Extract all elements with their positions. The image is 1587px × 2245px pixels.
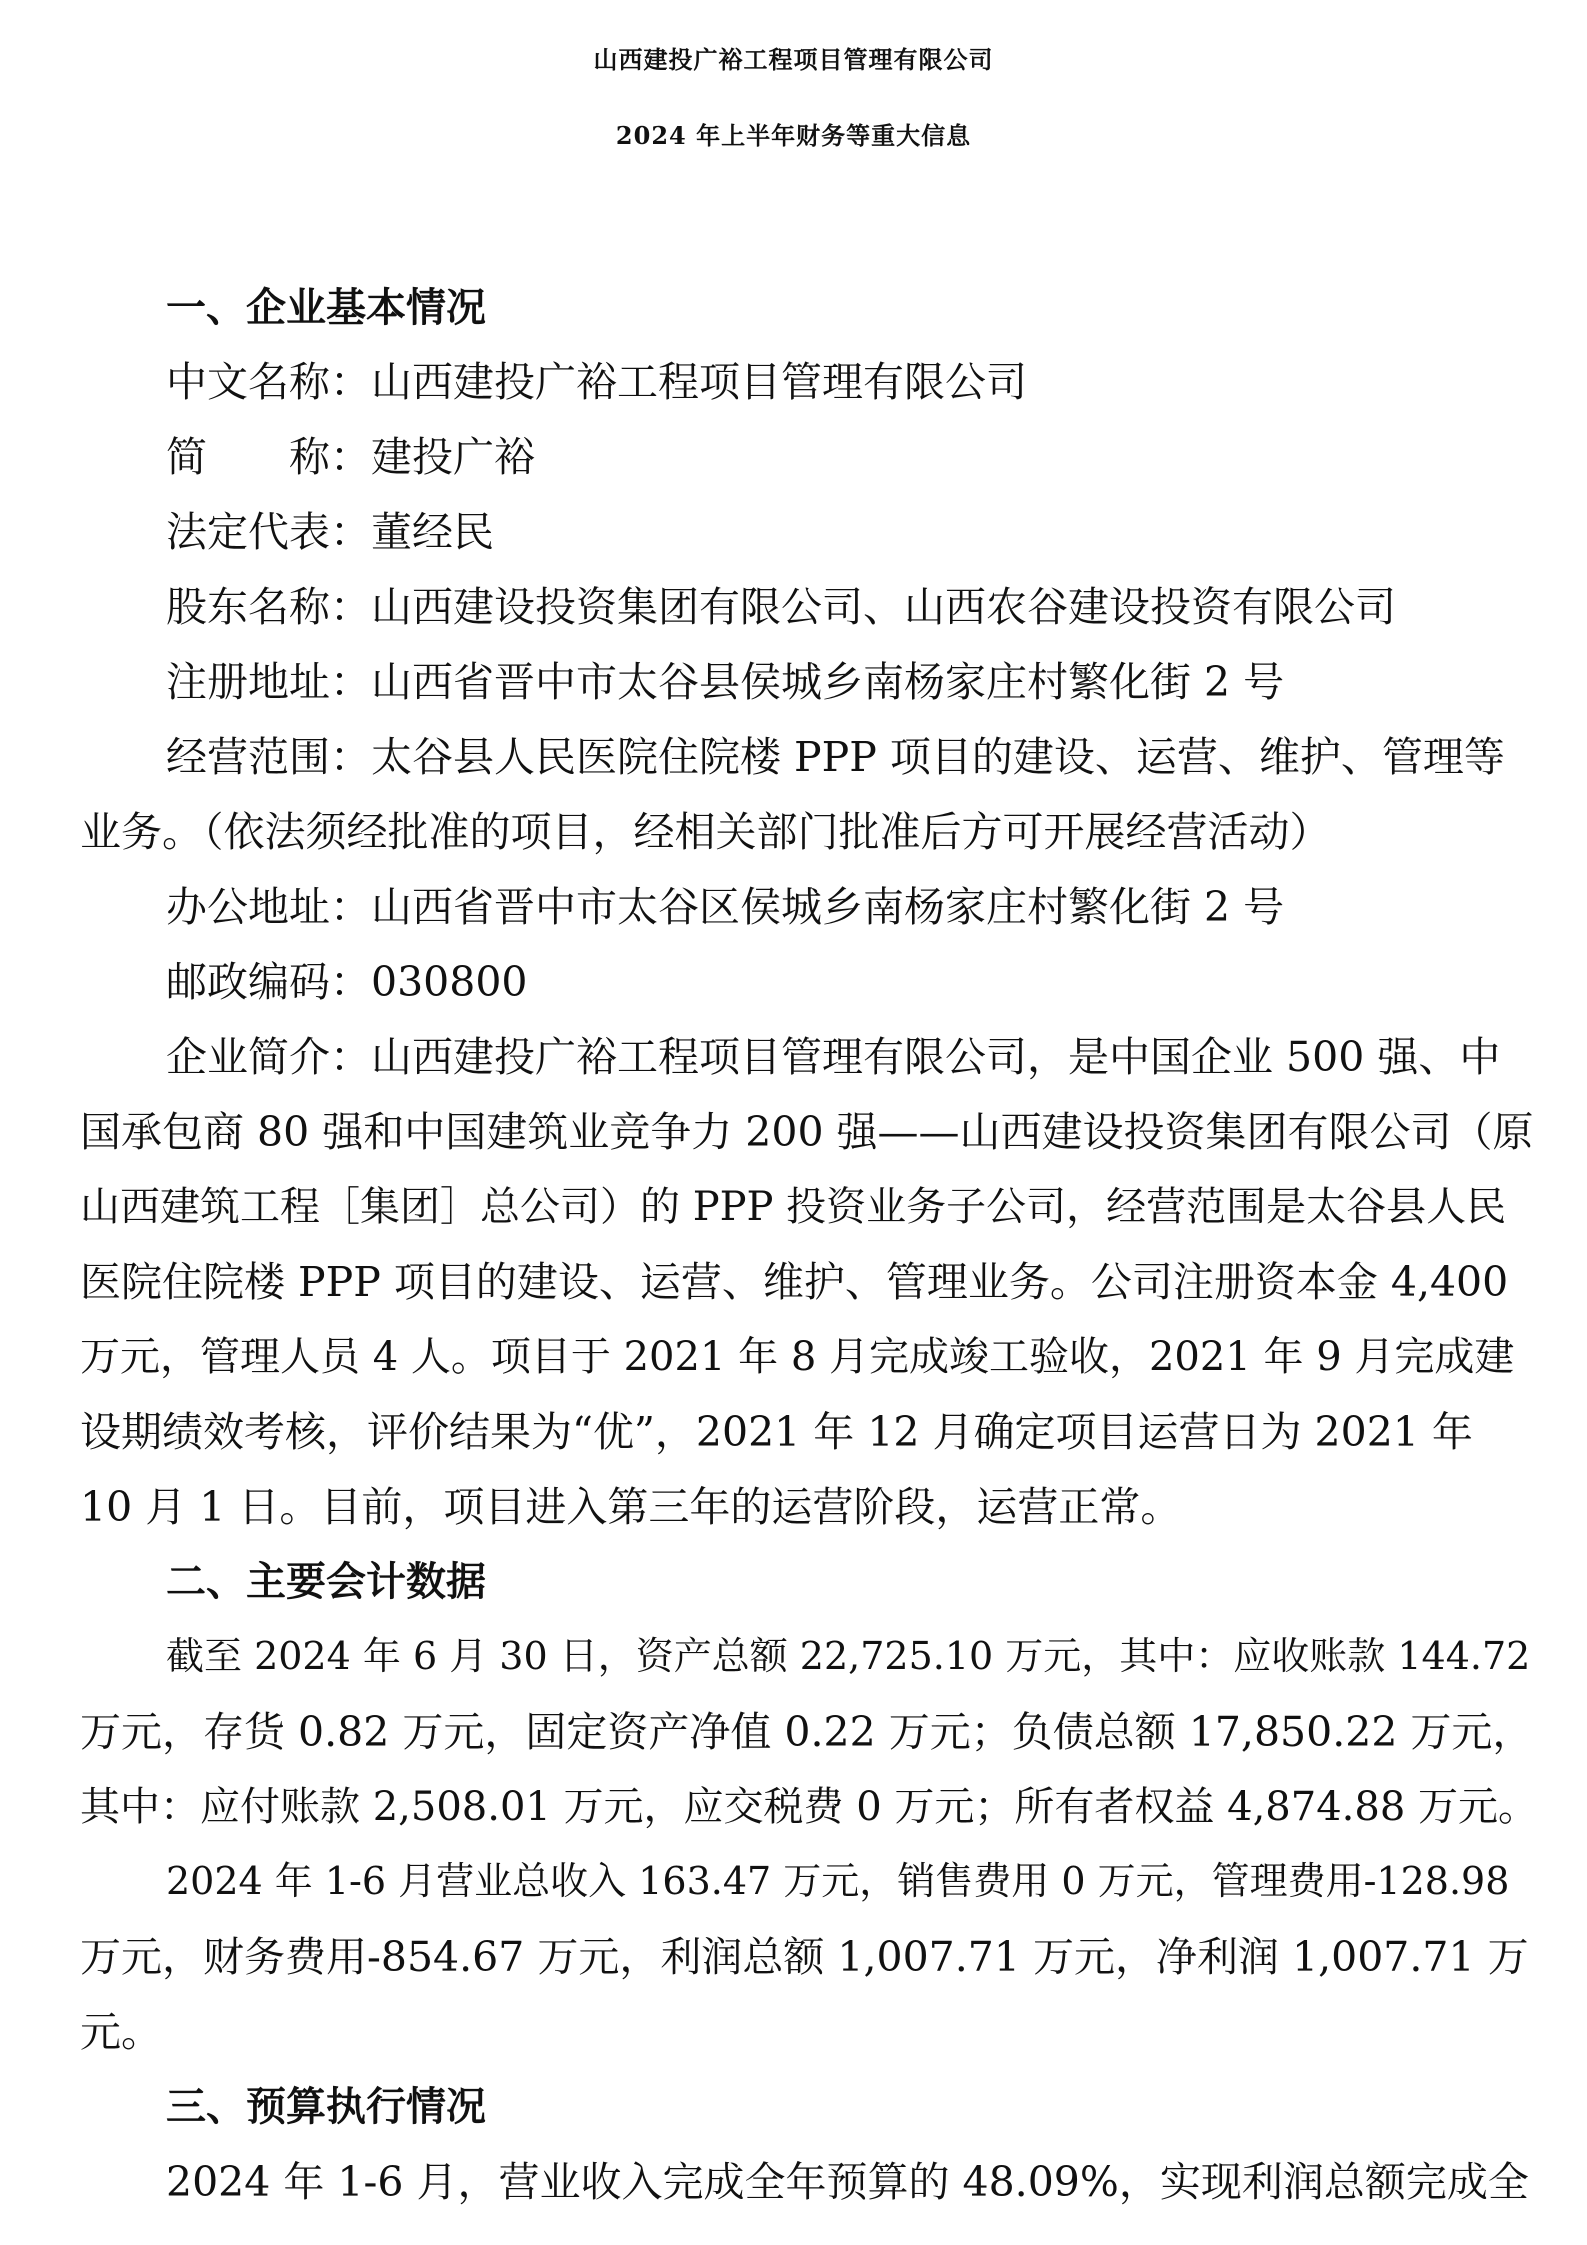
info-line: 股东名称：山西建设投资集团有限公司、山西农谷建设投资有限公司 [166, 583, 1396, 631]
info-line: 经营范围：太谷县人民医院住院楼 PPP 项目的建设、运营、维护、管理等 [166, 733, 1505, 781]
intro-line: 国承包商 80 强和中国建筑业竞争力 200 强——山西建设投资集团有限公司（原 [80, 1108, 1534, 1156]
document-title-line2: 2024 年上半年财务等重大信息 [615, 121, 972, 150]
budget-line: 2024 年 1-6 月，营业收入完成全年预算的 48.09%，实现利润总额完成全 [166, 2158, 1529, 2206]
section2-heading: 二、主要会计数据 [166, 1559, 486, 1605]
intro-line: 设期绩效考核，评价结果为“优”，2021 年 12 月确定项目运营日为 2021 年 [80, 1408, 1473, 1456]
accounting-line: 其中：应付账款 2,508.01 万元，应交税费 0 万元；所有者权益 4,874.88 万元。 [80, 1784, 1538, 1830]
accounting-line: 元。 [80, 2008, 162, 2056]
section1-heading: 一、企业基本情况 [166, 285, 486, 331]
intro-line: 山西建筑工程［集团］总公司）的 PPP 投资业务子公司，经营范围是太谷县人民 [80, 1184, 1507, 1230]
accounting-line: 万元，财务费用-854.67 万元，利润总额 1,007.71 万元，净利润 1,007.71 万 [80, 1933, 1529, 1981]
accounting-line: 2024 年 1-6 月营业总收入 163.47 万元，销售费用 0 万元，管理费用-128.98 [166, 1859, 1510, 1903]
info-line: 法定代表：董经民 [166, 508, 494, 556]
accounting-line: 截至 2024 年 6 月 30 日，资产总额 22,725.10 万元，其中：应收账款 144.72 [166, 1634, 1531, 1678]
section3-heading: 三、预算执行情况 [166, 2084, 486, 2130]
info-line: 办公地址：山西省晋中市太谷区侯城乡南杨家庄村繁化街 2 号 [166, 883, 1285, 931]
intro-line: 万元，管理人员 4 人。项目于 2021 年 8 月完成竣工验收，2021 年 9 月完成建 [80, 1334, 1515, 1380]
info-line: 邮政编码：030800 [166, 958, 528, 1006]
info-line: 简 称：建投广裕 [166, 433, 535, 481]
intro-line: 10 月 1 日。目前，项目进入第三年的运营阶段，运营正常。 [80, 1483, 1182, 1531]
intro-line: 医院住院楼 PPP 项目的建设、运营、维护、管理业务。公司注册资本金 4,400 [80, 1258, 1509, 1306]
info-line: 业务。（依法须经批准的项目，经相关部门批准后方可开展经营活动） [80, 808, 1331, 856]
info-line: 中文名称：山西建投广裕工程项目管理有限公司 [166, 358, 1027, 406]
intro-line: 企业简介：山西建投广裕工程项目管理有限公司，是中国企业 500 强、中 [166, 1033, 1501, 1081]
document-title-line1: 山西建投广裕工程项目管理有限公司 [593, 45, 994, 74]
info-line: 注册地址：山西省晋中市太谷县侯城乡南杨家庄村繁化街 2 号 [166, 658, 1285, 706]
accounting-line: 万元，存货 0.82 万元，固定资产净值 0.22 万元；负债总额 17,850.22 万元， [80, 1708, 1534, 1756]
